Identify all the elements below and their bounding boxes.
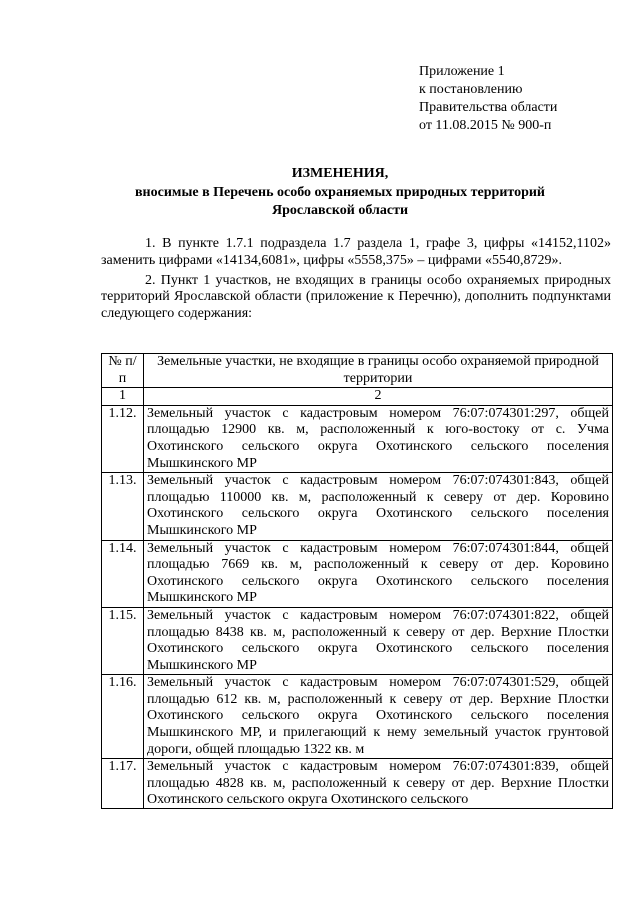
appendix-line: к постановлению xyxy=(419,82,523,97)
table-row xyxy=(102,759,613,809)
row-number: 1.17. xyxy=(102,759,144,809)
row-description: Земельный участок с кадастровым номером 76:07:074301:529, общей площадью 612 кв. м, расположенный к северу от дер. Верхние Плостки Охотинского сельского округа Охотинского сельского поселения Мышкинского МР, и прилегающий к нему земельный участок грунтовой дороги, общей площадью 1322 кв. м xyxy=(144,675,613,759)
row-number: 1.14. xyxy=(102,540,144,607)
row-description: Земельный участок с кадастровым номером 76:07:074301:844, общей площадью 7669 кв. м, расположенный к северу от дер. Коровино Охотинского сельского округа Охотинского сельского поселения Мышкинского МР xyxy=(144,540,613,607)
row-number: 1.13. xyxy=(102,473,144,540)
appendix-line: Правительства области xyxy=(419,100,558,115)
row-description: Земельный участок с кадастровым номером 76:07:074301:297, общей площадью 12900 кв. м, расположенный к юго-востоку от с. Учма Охотинского сельского округа Охотинского сельского поселения Мышкинского МР xyxy=(144,405,613,472)
document-title xyxy=(70,165,610,221)
appendix-line: Приложение 1 xyxy=(419,64,505,79)
row-number: 1.16. xyxy=(102,675,144,759)
row-number: 1.12. xyxy=(102,405,144,472)
appendix-line: от 11.08.2015 № 900-п xyxy=(419,118,552,133)
row-description: Земельный участок с кадастровым номером 76:07:074301:843, общей площадью 110000 кв. м, расположенный к северу от дер. Коровино Охотинского сельского округа Охотинского сельского поселения Мышкинского МР xyxy=(144,473,613,540)
title-line: вносимые в Перечень особо охраняемых природных территорий xyxy=(135,184,545,200)
table-row xyxy=(102,405,613,472)
table-row xyxy=(102,607,613,674)
table-row xyxy=(102,675,613,759)
appendix-reference xyxy=(419,63,557,135)
land-plots-table xyxy=(101,353,613,809)
title-line: Ярославской области xyxy=(271,203,409,218)
table-row xyxy=(102,540,613,607)
paragraph: 1. В пункте 1.7.1 подраздела 1.7 раздела 1, графе 3, цифры «14152,1102» заменить цифрами «14134,6081», цифры «5558,375» – цифрами «5540,8729». xyxy=(101,236,611,268)
row-description xyxy=(144,759,613,809)
row-number: 1.15. xyxy=(102,607,144,674)
table-row xyxy=(102,473,613,540)
title-line: ИЗМЕНЕНИЯ, xyxy=(291,166,389,181)
index-cell: 1 xyxy=(102,388,144,406)
header-description: Земельные участки, не входящие в границы особо охраняемой природной территории xyxy=(144,354,613,388)
table-index-row xyxy=(102,388,613,406)
row-description: Земельный участок с кадастровым номером 76:07:074301:822, общей площадью 8438 кв. м, расположенный к северу от дер. Верхние Плостки Охотинского сельского округа Охотинского сельского поселения Мышкинского МР xyxy=(144,607,613,674)
row-description-text: Земельный участок с кадастровым номером 76:07:074301:839, общей площадью 4828 кв. м, расположенный к северу от дер. Верхние Плостки Охотинского сельского округа Охотинского сельского xyxy=(147,759,609,808)
body-paragraphs xyxy=(101,236,611,326)
index-cell: 2 xyxy=(144,388,613,406)
header-number: № п/п xyxy=(102,354,144,388)
paragraph: 2. Пункт 1 участков, не входящих в границы особо охраняемых природных территорий Ярославской области (приложение к Перечню), дополнить подпунктами следующего содержания: xyxy=(101,272,611,322)
table-header-row xyxy=(102,354,613,388)
